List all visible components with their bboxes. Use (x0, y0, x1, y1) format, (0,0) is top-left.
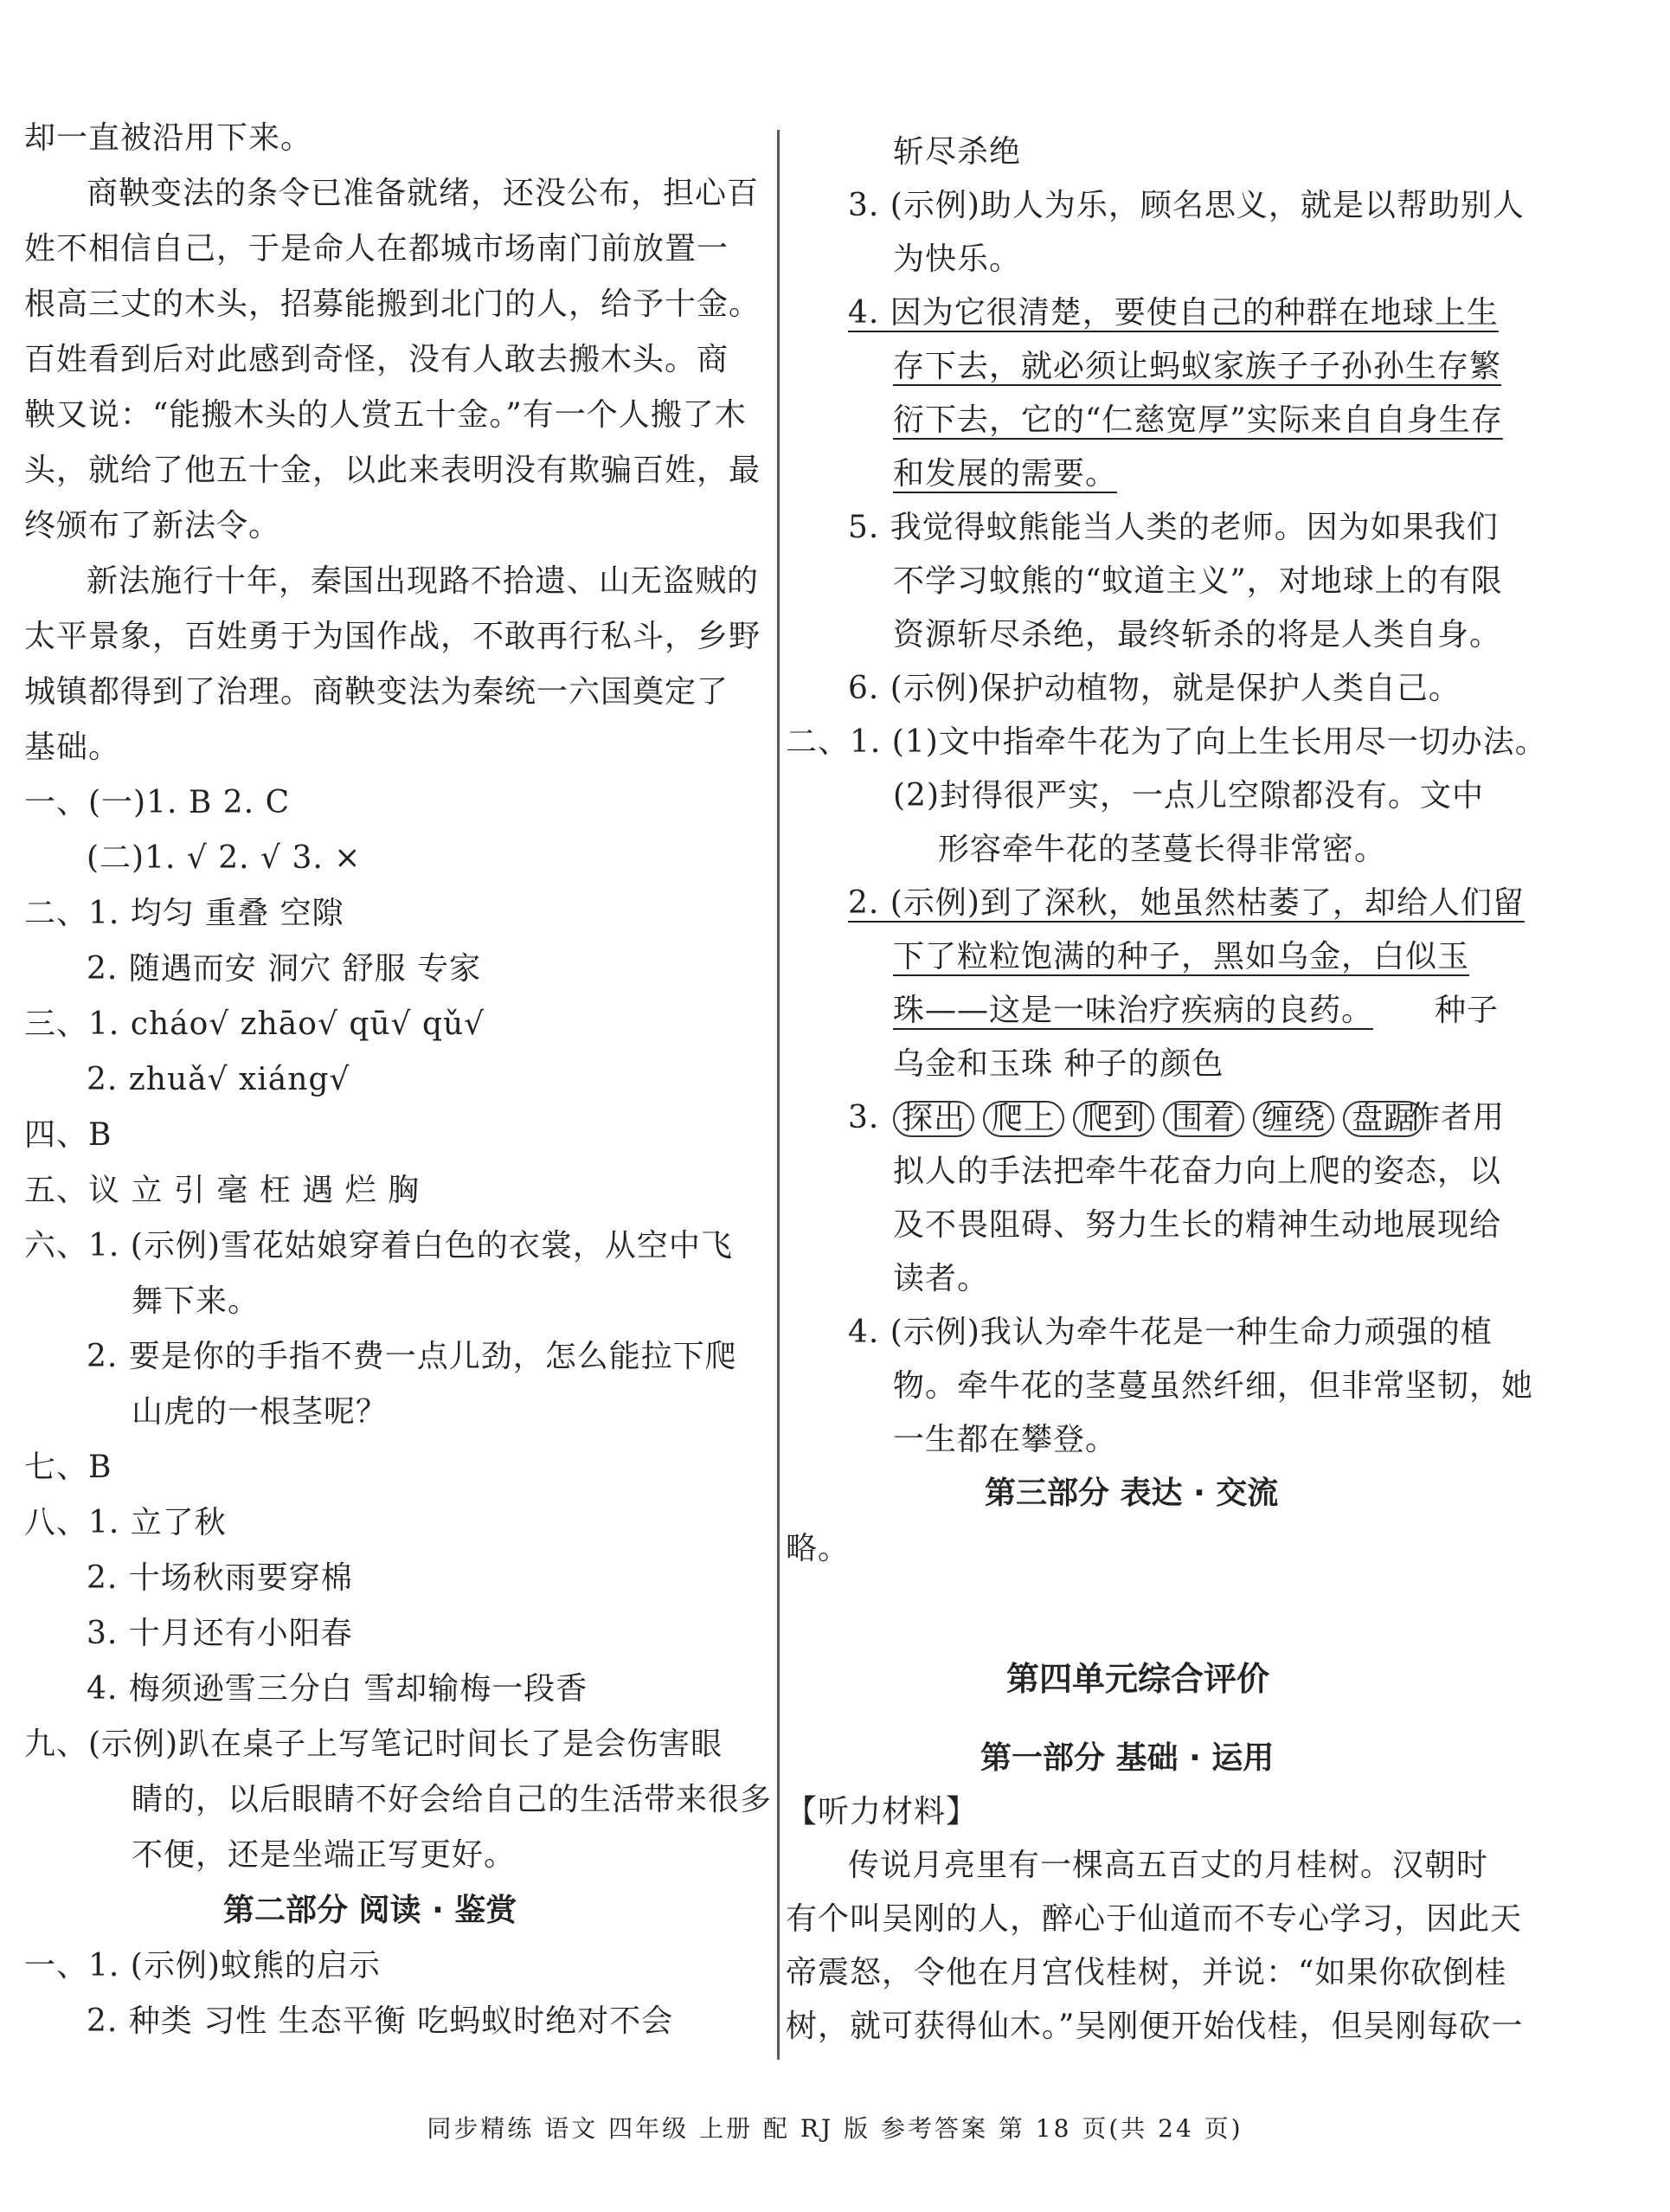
text-line: 鞅又说：“能搬木头的人赏五十金。”有一个人搬了木 (24, 397, 747, 433)
listening-label: 【听力材料】 (786, 1794, 979, 1829)
page-footer: 同步精练 语文 四年级 上册 配 RJ 版 参考答案 第 18 页(共 24 页) (427, 2114, 1243, 2143)
answer-line: 一、(一)1. B 2. C (24, 785, 291, 820)
answer-line: 七、B (24, 1450, 112, 1485)
answer-line: 一、1. (示例)蚊熊的启示 (24, 1948, 381, 1984)
underlined-line: 衍下去，它的“仁慈宽厚”实际来自自身生存 (893, 402, 1503, 438)
text-line: 太平景象，百姓勇于为国作战，不敢再行私斗，乡野 (24, 619, 761, 654)
answer-line: 三、1. cháo√ zhāo√ qū√ qǔ√ (24, 1006, 485, 1042)
answer-line: 二、1. (1)文中指牵牛花为了向上生长用尽一切办法。 (786, 724, 1547, 760)
answer-line: 舞下来。 (132, 1283, 260, 1319)
answer-line: 为快乐。 (893, 241, 1022, 277)
section-heading: 第二部分 阅读 · 鉴赏 (223, 1893, 517, 1928)
column-divider (777, 130, 780, 2060)
underlined-line: 下了粒粒饱满的种子，黑如乌金，白似玉 (893, 939, 1470, 974)
answer-line: 六、1. (示例)雪花姑娘穿着白色的衣裳，从空中飞 (24, 1228, 733, 1264)
answer-line: 形容牵牛花的茎蔓长得非常密。 (938, 832, 1387, 867)
answer-line: 乌金和玉珠 种子的颜色 (893, 1046, 1224, 1082)
text-line: 新法施行十年，秦国出现路不拾遗、山无盗贼的 (87, 563, 760, 599)
circled-word: 爬到 (1073, 1101, 1154, 1137)
answer-line: 4. 梅须逊雪三分白 雪却输梅一段香 (87, 1671, 588, 1707)
underlined-line: 2. (示例)到了深秋，她虽然枯萎了，却给人们留 (848, 885, 1525, 921)
answer-line: 不便，还是坐端正写更好。 (132, 1837, 517, 1873)
answer-line: (2)封得很严实，一点儿空隙都没有。文中 (893, 778, 1484, 813)
text-line: 基础。 (24, 730, 121, 765)
answer-line: 八、1. 立了秋 (24, 1505, 227, 1540)
answer-line: 四、B (24, 1117, 112, 1153)
text-line: 城镇都得到了治理。商鞅变法为秦统一六国奠定了 (24, 674, 729, 710)
answer-line: 斩尽杀绝 (893, 134, 1022, 170)
underlined-line: 4. 因为它很清楚，要使自己的种群在地球上生 (848, 295, 1499, 331)
answer-line: 5. 我觉得蚊熊能当人类的老师。因为如果我们 (848, 510, 1499, 545)
answer-line: (二)1. √ 2. √ 3. × (87, 840, 362, 876)
answer-line: 物。牵牛花的茎蔓虽然纤细，但非常坚韧，她 (893, 1368, 1534, 1404)
text-line: 商鞅变法的条令已准备就绪，还没公布，担心百 (87, 176, 760, 211)
answer-line: 山虎的一根茎呢？ (132, 1394, 389, 1430)
answer-line: 读者。 (893, 1261, 990, 1296)
answer-line: 2. 要是你的手指不费一点儿劲，怎么能拉下爬 (87, 1339, 737, 1374)
circled-word: 缠绕 (1253, 1101, 1334, 1137)
answer-line: 睛的，以后眼睛不好会给自己的生活带来很多 (132, 1782, 773, 1817)
answer-line: 一生都在攀登。 (893, 1422, 1118, 1457)
answer-line: 九、(示例)趴在桌子上写笔记时间长了是会伤害眼 (24, 1727, 723, 1762)
listening-line: 传说月亮里有一棵高五百丈的月桂树。汉朝时 (848, 1848, 1489, 1883)
answer-line: 不学习蚊熊的“蚊道主义”，对地球上的有限 (893, 563, 1503, 599)
underlined-line: 和发展的需要。 (893, 456, 1118, 492)
answer-line: 2. 十场秋雨要穿棉 (87, 1560, 353, 1596)
answer-line: 种子 (1435, 993, 1500, 1028)
answer-line: 五、议 立 引 毫 枉 遇 烂 胸 (24, 1173, 421, 1208)
section-heading: 第三部分 表达 · 交流 (985, 1476, 1279, 1511)
answer-line: 2. 种类 习性 生态平衡 吃蚂蚁时绝对不会 (87, 2003, 674, 2039)
underlined-line: 珠——这是一味治疗疾病的良药。 (893, 993, 1374, 1028)
answer-line: 2. zhuǎ√ xiáng√ (87, 1062, 350, 1097)
text-line: 终颁布了新法令。 (24, 508, 281, 543)
circled-word: 探出 (893, 1101, 974, 1137)
text-line: 姓不相信自己，于是命人在都城市场南门前放置一 (24, 231, 729, 267)
text-line: 根高三丈的木头，招募能搬到北门的人，给予十金。 (24, 286, 761, 322)
circled-word: 盘踞 (1343, 1101, 1424, 1137)
text-line: 头，就给了他五十金，以此来表明没有欺骗百姓，最 (24, 453, 761, 488)
listening-line: 有个叫吴刚的人，醉心于仙道而不专心学习，因此天 (786, 1901, 1523, 1937)
listening-line: 帝震怒，令他在月宫伐桂树，并说：“如果你砍倒桂 (786, 1955, 1507, 1990)
circled-word: 爬上 (983, 1101, 1064, 1137)
circled-words (893, 1101, 1433, 1137)
answer-line: 3. 十月还有小阳春 (87, 1616, 353, 1651)
underlined-line: 存下去，就必须让蚂蚁家族子子孙孙生存繁 (893, 349, 1502, 384)
text-line: 却一直被沿用下来。 (24, 120, 313, 156)
answer-line: 二、1. 均匀 重叠 空隙 (24, 896, 344, 931)
section-heading: 第一部分 基础 · 运用 (980, 1740, 1275, 1776)
answer-line: 6. (示例)保护动植物，就是保护人类自己。 (848, 671, 1461, 706)
text-line: 百姓看到后对此感到奇怪，没有人敢去搬木头。商 (24, 342, 729, 377)
answer-line: 作者用 (1409, 1100, 1506, 1135)
answer-line: 略。 (786, 1531, 851, 1566)
answer-line: 2. 随遇而安 洞穴 舒服 专家 (87, 951, 482, 987)
answer-line: 3. (示例)助人为乐，顾名思义，就是以帮助别人 (848, 188, 1525, 223)
answer-line: 3. (848, 1100, 880, 1135)
answer-line: 资源斩尽杀绝，最终斩杀的将是人类自身。 (893, 617, 1502, 653)
listening-line: 树，就可获得仙木。”吴刚便开始伐桂，但吴刚每砍一 (786, 2009, 1524, 2044)
unit-heading: 第四单元综合评价 (1006, 1660, 1270, 1698)
answer-line: 4. (示例)我认为牵牛花是一种生命力顽强的植 (848, 1315, 1493, 1350)
answer-line: 拟人的手法把牵牛花奋力向上爬的姿态，以 (893, 1154, 1502, 1189)
circled-word: 围着 (1163, 1101, 1244, 1137)
answer-line: 及不畏阻碍、努力生长的精神生动地展现给 (893, 1207, 1502, 1243)
